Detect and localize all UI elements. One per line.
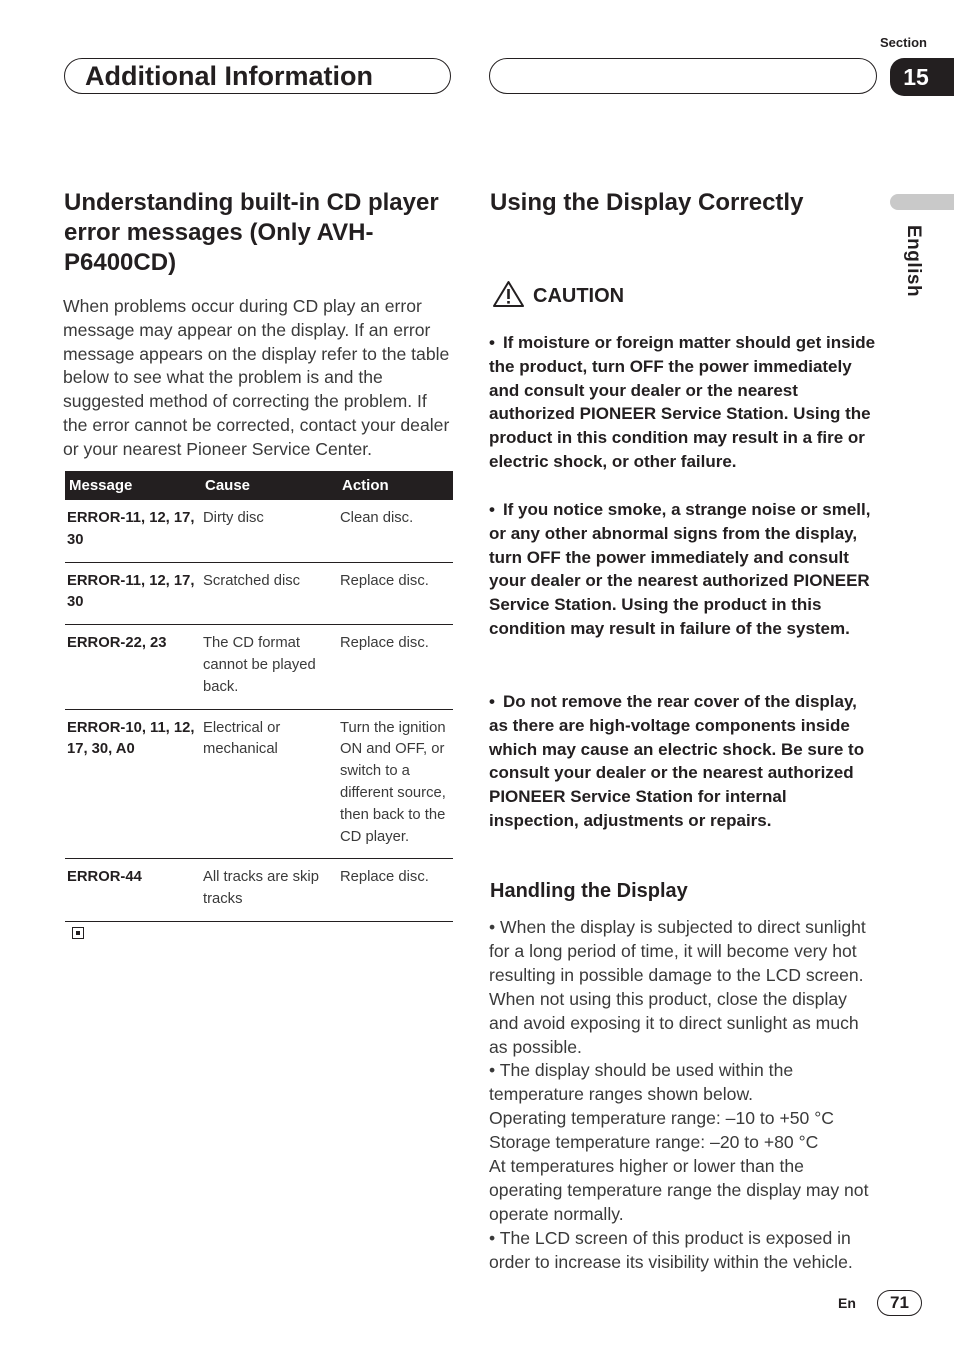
handling-paragraph: At temperatures higher or lower than the operating temperature range the display may not operate normally. xyxy=(489,1156,869,1224)
table-row xyxy=(65,859,453,922)
header-title-box xyxy=(64,58,451,94)
end-of-section-icon xyxy=(72,927,84,939)
caution-item xyxy=(489,498,877,641)
table-row xyxy=(65,562,453,625)
table-header-row xyxy=(65,471,453,500)
page-title: Additional Information xyxy=(85,61,373,91)
bullet: • xyxy=(489,333,495,352)
bullet: • xyxy=(489,500,495,519)
error-messages-heading: Understanding built-in CD player error messages (Only AVH-P6400CD) xyxy=(64,189,439,276)
table-cell-cause: The CD format cannot be played back. xyxy=(201,625,338,709)
table-cell-message: ERROR-44 xyxy=(65,859,201,922)
caution-item xyxy=(489,331,877,474)
column-header-message: Message xyxy=(65,471,201,500)
caution-item-text: Do not remove the rear cover of the display, as there are high-voltage components inside which may cause an electric shock. Be sure to consult your dealer or the nearest authorized PIONEER Service Station for internal inspection, adjustments or repairs. xyxy=(489,692,865,830)
handling-paragraph: Storage temperature range: –20 to +80 °C xyxy=(489,1132,819,1153)
table-row xyxy=(65,625,453,709)
table-cell-action: Replace disc. xyxy=(338,562,453,625)
table-cell-cause: Scratched disc xyxy=(201,562,338,625)
caution-header xyxy=(492,280,624,313)
table-cell-action: Replace disc. xyxy=(338,859,453,922)
section-number-badge: 15 xyxy=(890,58,954,96)
handling-paragraph: • When the display is subjected to direct sunlight for a long period of time, it will become very hot resulting in possible damage to the LCD screen. When not using this product, close the display and avoid exposing it to direct sunlight as much as possible. xyxy=(489,917,866,1057)
caution-item-text: If moisture or foreign matter should get inside the product, turn OFF the power immediately and consult your dealer or the nearest authorized PIONEER Service Station. Using the product in this condition may result in a fire or electric shock, or other failure. xyxy=(489,333,876,471)
table-cell-message: ERROR-11, 12, 17, 30 xyxy=(65,562,201,625)
table-cell-message: ERROR-11, 12, 17, 30 xyxy=(65,500,201,562)
language-tab-marker xyxy=(890,194,954,210)
caution-item xyxy=(489,690,877,833)
handling-heading: Handling the Display xyxy=(490,880,688,902)
handling-paragraph: • The LCD screen of this product is exposed in order to increase its visibility within the vehicle. xyxy=(489,1227,853,1272)
table-cell-action: Clean disc. xyxy=(338,500,453,562)
table-row xyxy=(65,500,453,562)
table-cell-message: ERROR-10, 11, 12, 17, 30, A0 xyxy=(65,709,201,859)
handling-body xyxy=(489,916,879,1275)
column-header-cause: Cause xyxy=(201,471,338,500)
language-label: English xyxy=(903,224,924,298)
display-section-heading: Using the Display Correctly xyxy=(490,189,804,216)
handling-paragraph: Operating temperature range: –10 to +50 °C xyxy=(489,1108,834,1129)
section-label: Section xyxy=(880,35,927,50)
table-cell-cause: All tracks are skip tracks xyxy=(201,859,338,922)
table-cell-action: Turn the ignition ON and OFF, or switch to a different source, then back to the CD player. xyxy=(338,709,453,859)
table-cell-cause: Dirty disc xyxy=(201,500,338,562)
table-cell-cause: Electrical or mechanical xyxy=(201,709,338,859)
warning-triangle-icon xyxy=(492,280,525,313)
footer-language-code: En xyxy=(838,1295,856,1311)
error-table xyxy=(65,471,453,922)
header-blank-box xyxy=(489,58,877,94)
caution-item-text: If you notice smoke, a strange noise or smell, or any other abnormal signs from the display, turn OFF the power immediately and consult your dealer or the nearest authorized PIONEER Service Station. Using the product in this condition may result in failure of the system. xyxy=(489,500,871,638)
handling-paragraph: • The display should be used within the temperature ranges shown below. xyxy=(489,1060,794,1105)
table-cell-action: Replace disc. xyxy=(338,625,453,709)
bullet: • xyxy=(489,692,495,711)
column-header-action: Action xyxy=(338,471,453,500)
error-messages-intro: When problems occur during CD play an error message may appear on the display. If an error message appears on the display refer to the table below to see what the problem is and the suggested method of correcting the problem. If the error cannot be corrected, contact your dealer or your nearest Pioneer Service Center. xyxy=(63,296,450,459)
table-row xyxy=(65,709,453,859)
page-number: 71 xyxy=(877,1290,922,1316)
table-cell-message: ERROR-22, 23 xyxy=(65,625,201,709)
caution-title: CAUTION xyxy=(533,285,625,307)
